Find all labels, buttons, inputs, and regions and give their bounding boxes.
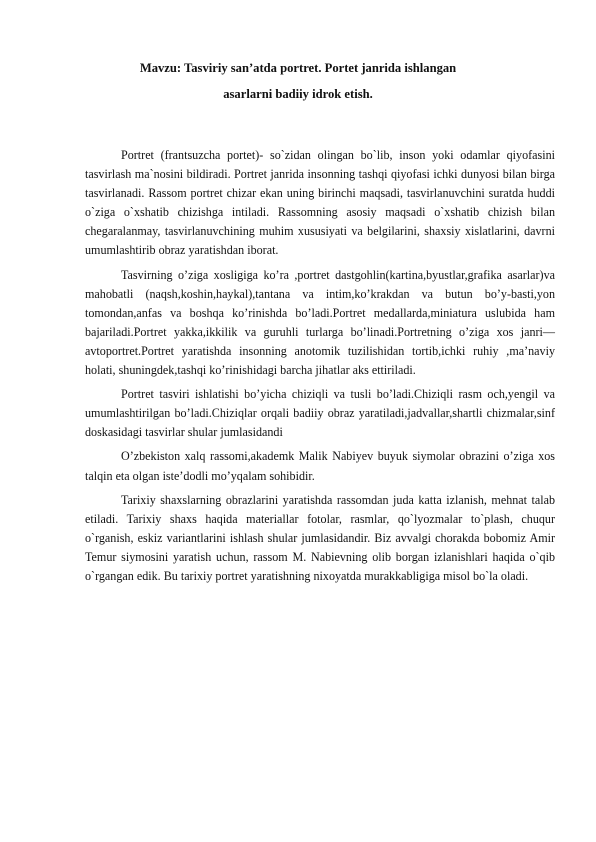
paragraph-linear-portret: Portret tasviri ishlatishi bo’yicha chiziqli va tusli bo’ladi.Chiziqli rasm och,yengil va umumlashtirilgan bo’ladi.Chiziqlar orqali badiiy obraz yaratiladi,jadvallar,shartli chizmalar,sinf doskasidagi tasvirlar shular jumlasidandi — [85, 387, 555, 440]
document-body — [85, 146, 555, 591]
paragraph-historical-figures: Tarixiy shaxslarning obrazlarini yaratishda rassomdan juda katta izlanish, mehnat talab etiladi. Tarixiy shaxs haqida materiallar fotolar, rasmlar, qo`lyozmalar to`plash, chuqur o`rganish, eskiz variantlarini ishlash shular jumlasidandir. Biz avvalgi chorakda bobomiz Amir Temur siymosini yaratish uchun, rassom M. Nabievning olib borgan izlanishlari haqida o`qib o`rgangan edik. Bu tarixiy portret yaratishning nixoyatda murakkabligiga misol bo`la oladi. — [85, 492, 555, 583]
paragraph-malik-nabiyev: O’zbekiston xalq rassomi,akademk Malik Nabiyev buyuk siymolar obrazini o’ziga xos talqin eta olgan iste’dodli mo’yqalam sohibidir. — [85, 449, 555, 483]
document-title-line-2: asarlarni badiiy idrok etish. — [223, 87, 373, 101]
paragraph-portret-definition: Portret (frantsuzcha portet)- so`zidan olingan bo`lib, inson yoki odamlar qiyofasini tasvirlash ma`nosini bildiradi. Portret janrida insonning tashqi qiyofasi ichki dunyosi bilan birga tasvirlanadi. Rassom portret chizar ekan uning birinchi maqsadi, tasvirlanuvchini suratda huddi o`ziga o`xshatib chizishga intiladi. Rassomning asosiy maqsadi o`xshatib chizish bilan chegaralanmay, tasvirlanuvchining muhim xususiyati va belgilarini, shaxsiy xislatlarini, davrni umumlashtirib obraz yaratishdan iborat. — [85, 148, 555, 258]
paragraph-portret-types: Tasvirning o’ziga xosligiga ko’ra ,portret dastgohlin(kartina,byustlar,grafika asarlar)va mahobatli (naqsh,koshin,haykal),tantana va intim,ko’krakdan va butun bo’y-basti,yon tomondan,anfas va boshqa ko’rinishda bo’ladi.Portret medallarda,miniatura uslubida ham bajariladi.Portret yakka,ikkilik va guruhli turlarga bo’linadi.Portretning o’ziga xos janri—avtoportret.Portret yaratishda insonning anotomik tuzilishidan tortib,ichki ruhiy ,ma’naviy holati, shuningdek,tashqi ko’rinishidagi barcha jihatlar aks ettiriladi. — [85, 267, 555, 378]
document-title-line-1: Mavzu: Tasviriy san’atda portret. Portet janrida ishlangan — [139, 61, 457, 75]
